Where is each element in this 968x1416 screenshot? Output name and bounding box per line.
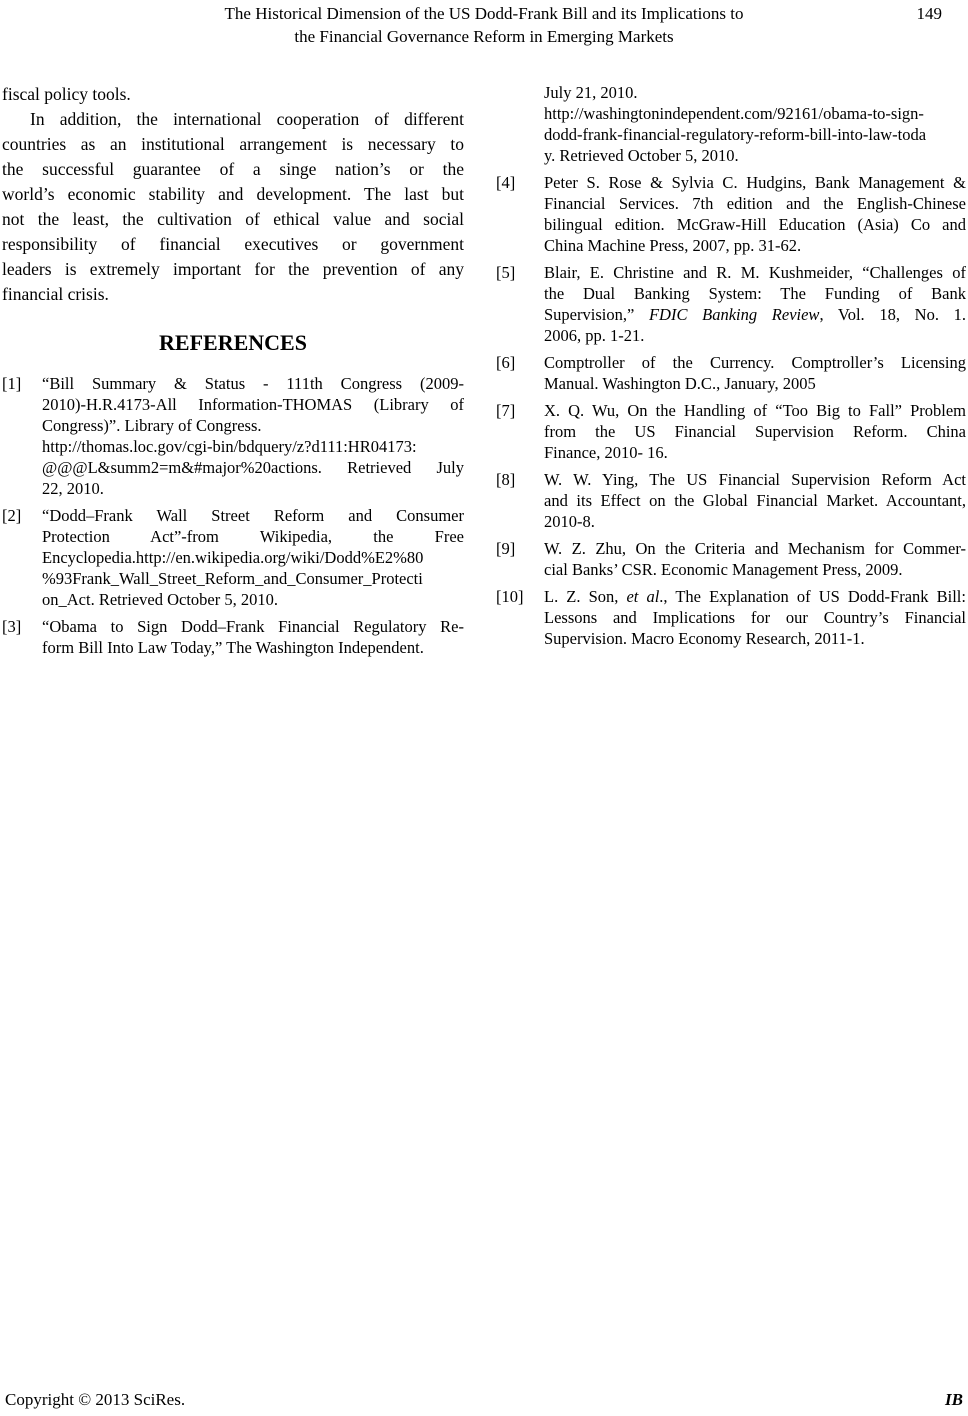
text-run: and its Effect on the Global Financial Market. Accountant,	[544, 491, 966, 510]
text-run: http://thomas.loc.gov/cgi-bin/bdquery/z?d111:HR04173:	[42, 437, 417, 456]
text-run: China Machine Press, 2007, pp. 31-62.	[544, 236, 802, 255]
reference-item	[2, 373, 464, 499]
text-line	[544, 325, 966, 346]
text-line	[2, 107, 464, 132]
text-line	[544, 172, 966, 193]
text-run: responsibility of financial executives or government	[2, 234, 464, 254]
text-run: “Dodd–Frank Wall Street Reform and Consumer	[42, 506, 464, 525]
text-run: Financial Services. 7th edition and the English-Chinese	[544, 194, 966, 213]
text-line	[42, 457, 464, 478]
text-line	[42, 415, 464, 436]
reference-item	[2, 616, 464, 658]
text-line	[42, 526, 464, 547]
text-line	[2, 82, 464, 107]
page-header	[0, 0, 968, 48]
text-run: X. Q. Wu, On the Handling of “Too Big to Fall” Problem	[544, 401, 966, 420]
text-run: July 21, 2010.	[544, 83, 638, 102]
text-line	[544, 283, 966, 304]
text-line	[42, 505, 464, 526]
text-run: L. Z. Son,	[544, 587, 627, 606]
text-line	[544, 511, 966, 532]
reference-text	[42, 373, 464, 499]
reference-number: [9]	[496, 539, 516, 558]
text-run: @@@L&summ2=m&#major%20actions. Retrieved July	[42, 458, 464, 477]
text-line	[544, 145, 966, 166]
reference-number: [6]	[496, 353, 516, 372]
text-run: 22, 2010.	[42, 479, 104, 498]
text-line	[544, 103, 966, 124]
text-line	[42, 547, 464, 568]
text-run: world’s economic stability and development. The last but	[2, 184, 464, 204]
text-line	[544, 373, 966, 394]
reference-text	[544, 400, 966, 463]
text-line	[2, 282, 464, 307]
reference-text	[42, 505, 464, 610]
text-run: Blair, E. Christine and R. M. Kushmeider, “Challenges of	[544, 263, 966, 282]
right-column	[496, 82, 966, 664]
text-line	[544, 124, 966, 145]
text-line	[544, 442, 966, 463]
reference-item	[496, 262, 966, 346]
page-footer	[5, 1389, 963, 1410]
reference-item	[496, 586, 966, 649]
text-line	[544, 607, 966, 628]
reference-number: [5]	[496, 263, 516, 282]
text-run: Finance, 2010- 16.	[544, 443, 668, 462]
journal-abbreviation: IB	[945, 1390, 963, 1409]
text-line	[544, 400, 966, 421]
text-run: Supervision,”	[544, 305, 649, 324]
text-line	[2, 207, 464, 232]
text-run: 2010-8.	[544, 512, 595, 531]
text-run: Congress)”. Library of Congress.	[42, 416, 262, 435]
text-run: Manual. Washington D.C., January, 2005	[544, 374, 816, 393]
text-run: financial crisis.	[2, 284, 109, 304]
copyright-notice: Copyright © 2013 SciRes.	[5, 1390, 186, 1409]
reference-text	[544, 262, 966, 346]
reference-number: [8]	[496, 470, 516, 489]
text-run: 2010)-H.R.4173-All Information-THOMAS (Library of	[42, 395, 464, 414]
text-line	[2, 132, 464, 157]
text-line	[544, 559, 966, 580]
text-line	[544, 82, 966, 103]
reference-number: [10]	[496, 587, 524, 606]
text-line	[544, 490, 966, 511]
text-line	[544, 421, 966, 442]
reference-item	[496, 400, 966, 463]
text-line	[42, 436, 464, 457]
text-run: “Bill Summary & Status - 111th Congress (2009-	[42, 374, 464, 393]
text-run: countries as an institutional arrangement is necessary to	[2, 134, 464, 154]
text-line	[2, 182, 464, 207]
page-number: 149	[916, 4, 942, 23]
reference-item	[496, 352, 966, 394]
reference-number: [2]	[2, 506, 22, 525]
reference-text	[544, 82, 966, 166]
text-run: the Dual Banking System: The Funding of Bank	[544, 284, 966, 303]
text-line	[544, 628, 966, 649]
text-run: Encyclopedia.http://en.wikipedia.org/wiki/Dodd%E2%80	[42, 548, 424, 567]
text-run: leaders is extremely important for the prevention of any	[2, 259, 464, 279]
text-line	[42, 394, 464, 415]
text-line	[2, 232, 464, 257]
text-line	[42, 637, 464, 658]
text-line	[544, 586, 966, 607]
text-run: Peter S. Rose & Sylvia C. Hudgins, Bank Management &	[544, 173, 966, 192]
text-run: Supervision. Macro Economy Research, 2011-1.	[544, 629, 865, 648]
italic-text-run: FDIC Banking Review	[648, 305, 820, 324]
text-run: Lessons and Implications for our Country’s Financial	[544, 608, 966, 627]
text-line	[42, 616, 464, 637]
text-run: ., The Explanation of US Dodd-Frank Bill:	[659, 587, 966, 606]
reference-number: [7]	[496, 401, 516, 420]
text-run: bilingual edition. McGraw-Hill Education (Asia) Co and	[544, 215, 966, 234]
text-line	[544, 193, 966, 214]
text-run: “Obama to Sign Dodd–Frank Financial Regulatory Re-	[42, 617, 464, 636]
text-line	[42, 478, 464, 499]
references-list-right	[496, 82, 966, 649]
reference-text	[544, 172, 966, 256]
text-run: the successful guarantee of a singe nation’s or the	[2, 159, 464, 179]
text-run: 2006, pp. 1-21.	[544, 326, 645, 345]
references-list-left	[2, 373, 464, 658]
text-run: from the US Financial Supervision Reform. China	[544, 422, 966, 441]
text-run: cial Banks’ CSR. Economic Management Press, 2009.	[544, 560, 903, 579]
running-title-line1: The Historical Dimension of the US Dodd-Frank Bill and its Implications to	[224, 4, 744, 23]
text-line	[544, 304, 966, 325]
left-column	[2, 82, 464, 664]
reference-item	[496, 538, 966, 580]
text-run: on_Act. Retrieved October 5, 2010.	[42, 590, 278, 609]
text-line	[544, 352, 966, 373]
reference-text	[544, 352, 966, 394]
reference-text	[42, 616, 464, 658]
text-line	[42, 568, 464, 589]
reference-number	[496, 82, 544, 166]
text-run: Protection Act”-from Wikipedia, the Free	[42, 527, 464, 546]
reference-item	[2, 505, 464, 610]
running-title-line2: the Financial Governance Reform in Emerging Markets	[294, 27, 674, 46]
text-run: not the least, the cultivation of ethical value and social	[2, 209, 464, 229]
reference-text	[544, 469, 966, 532]
text-run: fiscal policy tools.	[2, 84, 131, 104]
two-column-body	[0, 82, 968, 664]
references-heading: REFERENCES	[159, 330, 307, 355]
reference-item	[496, 172, 966, 256]
reference-number: [1]	[2, 374, 22, 393]
intro-paragraph	[2, 82, 464, 307]
text-run: dodd-frank-financial-regulatory-reform-bill-into-law-toda	[544, 125, 927, 144]
text-run: form Bill Into Law Today,” The Washington Independent.	[42, 638, 424, 657]
text-line	[42, 373, 464, 394]
reference-text	[544, 538, 966, 580]
text-run: http://washingtonindependent.com/92161/obama-to-sign-	[544, 104, 924, 123]
reference-continuation	[496, 82, 966, 166]
text-line	[2, 157, 464, 182]
text-run: W. W. Ying, The US Financial Supervision Reform Act	[544, 470, 966, 489]
text-line	[544, 469, 966, 490]
reference-text	[544, 586, 966, 649]
text-line	[2, 257, 464, 282]
reference-item	[496, 469, 966, 532]
text-run: In addition, the international cooperation of different	[30, 109, 464, 129]
italic-text-run: et al	[626, 587, 660, 606]
text-line	[42, 589, 464, 610]
text-run: W. Z. Zhu, On the Criteria and Mechanism for Commer-	[544, 539, 966, 558]
text-line	[544, 214, 966, 235]
reference-number: [3]	[2, 617, 22, 636]
text-line	[544, 538, 966, 559]
text-line	[544, 235, 966, 256]
reference-number: [4]	[496, 173, 516, 192]
text-run: %93Frank_Wall_Street_Reform_and_Consumer_Protecti	[42, 569, 423, 588]
text-line	[544, 262, 966, 283]
text-run: Comptroller of the Currency. Comptroller’s Licensing	[544, 353, 966, 372]
text-run: , Vol. 18, No. 1.	[819, 305, 966, 324]
text-run: y. Retrieved October 5, 2010.	[544, 146, 739, 165]
